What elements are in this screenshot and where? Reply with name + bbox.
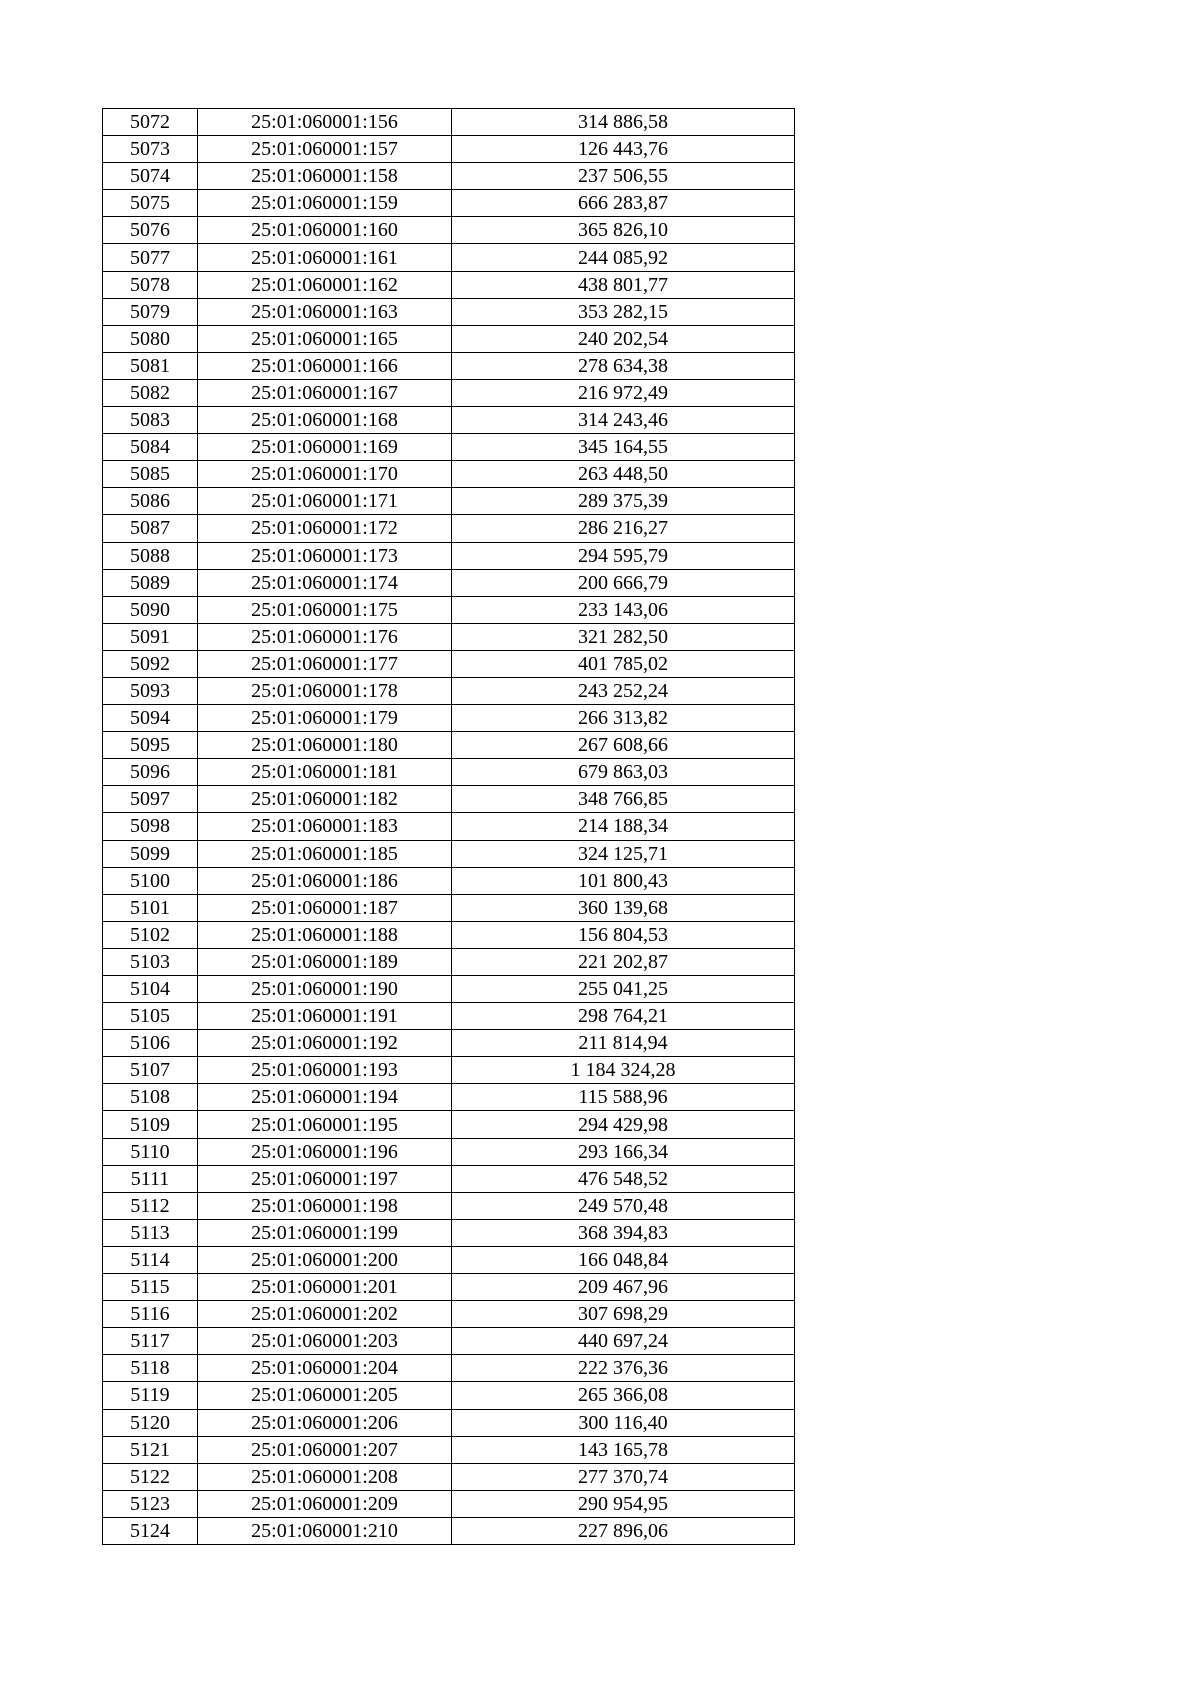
table-row [103,1328,795,1355]
row-number-cell: 5097 [103,786,198,813]
cadastral-number-cell: 25:01:060001:161 [198,244,452,271]
row-number-cell: 5117 [103,1328,198,1355]
cadastral-value-cell: 440 697,24 [452,1328,795,1355]
cadastral-number-cell: 25:01:060001:209 [198,1490,452,1517]
table-row [103,840,795,867]
cadastral-number-cell: 25:01:060001:196 [198,1138,452,1165]
table-row [103,867,795,894]
cadastral-value-cell: 233 143,06 [452,596,795,623]
cadastral-number-cell: 25:01:060001:207 [198,1436,452,1463]
table-row [103,271,795,298]
cadastral-value-cell: 221 202,87 [452,948,795,975]
table-row [103,217,795,244]
table-row [103,677,795,704]
row-number-cell: 5095 [103,732,198,759]
table-row [103,190,795,217]
cadastral-number-cell: 25:01:060001:174 [198,569,452,596]
cadastral-value-cell: 298 764,21 [452,1003,795,1030]
table-row [103,759,795,786]
table-row [103,813,795,840]
table-row [103,488,795,515]
cadastral-value-cell: 115 588,96 [452,1084,795,1111]
cadastral-number-cell: 25:01:060001:194 [198,1084,452,1111]
row-number-cell: 5114 [103,1246,198,1273]
cadastral-value-cell: 293 166,34 [452,1138,795,1165]
table-row [103,136,795,163]
row-number-cell: 5103 [103,948,198,975]
row-number-cell: 5096 [103,759,198,786]
table-row [103,352,795,379]
table-row [103,948,795,975]
cadastral-value-cell: 209 467,96 [452,1274,795,1301]
cadastral-number-cell: 25:01:060001:193 [198,1057,452,1084]
row-number-cell: 5111 [103,1165,198,1192]
cadastral-value-cell: 294 429,98 [452,1111,795,1138]
cadastral-value-cell: 368 394,83 [452,1219,795,1246]
cadastral-number-cell: 25:01:060001:189 [198,948,452,975]
row-number-cell: 5099 [103,840,198,867]
cadastral-value-cell: 438 801,77 [452,271,795,298]
cadastral-number-cell: 25:01:060001:173 [198,542,452,569]
cadastral-number-cell: 25:01:060001:190 [198,976,452,1003]
row-number-cell: 5080 [103,325,198,352]
row-number-cell: 5106 [103,1030,198,1057]
cadastral-number-cell: 25:01:060001:171 [198,488,452,515]
cadastral-number-cell: 25:01:060001:166 [198,352,452,379]
cadastral-number-cell: 25:01:060001:170 [198,461,452,488]
cadastral-number-cell: 25:01:060001:210 [198,1517,452,1544]
cadastral-value-cell: 240 202,54 [452,325,795,352]
cadastral-value-table [102,108,795,1545]
row-number-cell: 5105 [103,1003,198,1030]
cadastral-number-cell: 25:01:060001:183 [198,813,452,840]
cadastral-value-cell: 216 972,49 [452,379,795,406]
cadastral-value-cell: 278 634,38 [452,352,795,379]
cadastral-value-cell: 166 048,84 [452,1246,795,1273]
row-number-cell: 5104 [103,976,198,1003]
cadastral-value-cell: 265 366,08 [452,1382,795,1409]
row-number-cell: 5088 [103,542,198,569]
cadastral-number-cell: 25:01:060001:178 [198,677,452,704]
table-row [103,894,795,921]
table-row [103,434,795,461]
cadastral-number-cell: 25:01:060001:204 [198,1355,452,1382]
table-row [103,1517,795,1544]
table-row [103,1138,795,1165]
cadastral-value-cell: 324 125,71 [452,840,795,867]
cadastral-value-cell: 227 896,06 [452,1517,795,1544]
cadastral-number-cell: 25:01:060001:172 [198,515,452,542]
cadastral-value-cell: 1 184 324,28 [452,1057,795,1084]
cadastral-number-cell: 25:01:060001:181 [198,759,452,786]
cadastral-value-cell: 243 252,24 [452,677,795,704]
table-row [103,569,795,596]
row-number-cell: 5101 [103,894,198,921]
row-number-cell: 5082 [103,379,198,406]
cadastral-number-cell: 25:01:060001:163 [198,298,452,325]
cadastral-value-cell: 237 506,55 [452,163,795,190]
cadastral-value-cell: 101 800,43 [452,867,795,894]
table-row [103,976,795,1003]
cadastral-value-cell: 314 886,58 [452,109,795,136]
cadastral-number-cell: 25:01:060001:202 [198,1301,452,1328]
row-number-cell: 5085 [103,461,198,488]
table-row [103,921,795,948]
table-row [103,1301,795,1328]
cadastral-number-cell: 25:01:060001:157 [198,136,452,163]
table-row [103,379,795,406]
cadastral-value-cell: 365 826,10 [452,217,795,244]
row-number-cell: 5115 [103,1274,198,1301]
table-row [103,1111,795,1138]
row-number-cell: 5120 [103,1409,198,1436]
cadastral-value-cell: 266 313,82 [452,705,795,732]
cadastral-value-cell: 267 608,66 [452,732,795,759]
table-row [103,1382,795,1409]
cadastral-value-cell: 211 814,94 [452,1030,795,1057]
cadastral-value-cell: 679 863,03 [452,759,795,786]
table-row [103,1057,795,1084]
cadastral-number-cell: 25:01:060001:165 [198,325,452,352]
cadastral-number-cell: 25:01:060001:205 [198,1382,452,1409]
row-number-cell: 5087 [103,515,198,542]
cadastral-number-cell: 25:01:060001:195 [198,1111,452,1138]
row-number-cell: 5079 [103,298,198,325]
table-row [103,1490,795,1517]
cadastral-number-cell: 25:01:060001:177 [198,650,452,677]
row-number-cell: 5121 [103,1436,198,1463]
cadastral-number-cell: 25:01:060001:191 [198,1003,452,1030]
row-number-cell: 5109 [103,1111,198,1138]
row-number-cell: 5107 [103,1057,198,1084]
row-number-cell: 5122 [103,1463,198,1490]
row-number-cell: 5089 [103,569,198,596]
cadastral-number-cell: 25:01:060001:188 [198,921,452,948]
row-number-cell: 5092 [103,650,198,677]
cadastral-value-cell: 286 216,27 [452,515,795,542]
row-number-cell: 5081 [103,352,198,379]
row-number-cell: 5112 [103,1192,198,1219]
table-row [103,1355,795,1382]
cadastral-value-cell: 277 370,74 [452,1463,795,1490]
table-row [103,244,795,271]
cadastral-value-cell: 249 570,48 [452,1192,795,1219]
table-row [103,1084,795,1111]
row-number-cell: 5086 [103,488,198,515]
cadastral-number-cell: 25:01:060001:180 [198,732,452,759]
row-number-cell: 5123 [103,1490,198,1517]
cadastral-value-cell: 222 376,36 [452,1355,795,1382]
cadastral-value-cell: 476 548,52 [452,1165,795,1192]
cadastral-number-cell: 25:01:060001:197 [198,1165,452,1192]
table-row [103,1463,795,1490]
cadastral-number-cell: 25:01:060001:199 [198,1219,452,1246]
row-number-cell: 5108 [103,1084,198,1111]
cadastral-number-cell: 25:01:060001:160 [198,217,452,244]
row-number-cell: 5124 [103,1517,198,1544]
table-row [103,1436,795,1463]
table-row [103,1274,795,1301]
row-number-cell: 5084 [103,434,198,461]
cadastral-value-cell: 263 448,50 [452,461,795,488]
table-row [103,325,795,352]
table-row [103,109,795,136]
cadastral-value-cell: 401 785,02 [452,650,795,677]
cadastral-number-cell: 25:01:060001:179 [198,705,452,732]
row-number-cell: 5098 [103,813,198,840]
cadastral-value-cell: 143 165,78 [452,1436,795,1463]
cadastral-value-cell: 666 283,87 [452,190,795,217]
cadastral-number-cell: 25:01:060001:187 [198,894,452,921]
row-number-cell: 5076 [103,217,198,244]
cadastral-number-cell: 25:01:060001:162 [198,271,452,298]
cadastral-number-cell: 25:01:060001:186 [198,867,452,894]
cadastral-value-cell: 360 139,68 [452,894,795,921]
cadastral-value-cell: 353 282,15 [452,298,795,325]
table-row [103,596,795,623]
row-number-cell: 5074 [103,163,198,190]
cadastral-number-cell: 25:01:060001:156 [198,109,452,136]
cadastral-value-cell: 294 595,79 [452,542,795,569]
row-number-cell: 5119 [103,1382,198,1409]
cadastral-value-cell: 126 443,76 [452,136,795,163]
cadastral-value-cell: 321 282,50 [452,623,795,650]
cadastral-value-cell: 314 243,46 [452,407,795,434]
row-number-cell: 5077 [103,244,198,271]
table-row [103,515,795,542]
table-row [103,542,795,569]
row-number-cell: 5075 [103,190,198,217]
cadastral-value-cell: 244 085,92 [452,244,795,271]
cadastral-number-cell: 25:01:060001:169 [198,434,452,461]
table-body [103,109,795,1545]
row-number-cell: 5093 [103,677,198,704]
cadastral-number-cell: 25:01:060001:206 [198,1409,452,1436]
table-row [103,650,795,677]
table-row [103,1219,795,1246]
row-number-cell: 5113 [103,1219,198,1246]
table-row [103,1030,795,1057]
cadastral-number-cell: 25:01:060001:208 [198,1463,452,1490]
row-number-cell: 5118 [103,1355,198,1382]
table-row [103,623,795,650]
cadastral-number-cell: 25:01:060001:185 [198,840,452,867]
row-number-cell: 5102 [103,921,198,948]
table-row [103,1409,795,1436]
row-number-cell: 5072 [103,109,198,136]
row-number-cell: 5110 [103,1138,198,1165]
cadastral-value-cell: 290 954,95 [452,1490,795,1517]
cadastral-number-cell: 25:01:060001:159 [198,190,452,217]
table-row [103,705,795,732]
cadastral-number-cell: 25:01:060001:198 [198,1192,452,1219]
table-row [103,1246,795,1273]
cadastral-number-cell: 25:01:060001:175 [198,596,452,623]
cadastral-number-cell: 25:01:060001:176 [198,623,452,650]
cadastral-value-cell: 348 766,85 [452,786,795,813]
cadastral-value-cell: 200 666,79 [452,569,795,596]
cadastral-value-cell: 300 116,40 [452,1409,795,1436]
table-row [103,407,795,434]
cadastral-value-cell: 214 188,34 [452,813,795,840]
table-row [103,163,795,190]
row-number-cell: 5094 [103,705,198,732]
cadastral-value-cell: 156 804,53 [452,921,795,948]
row-number-cell: 5100 [103,867,198,894]
cadastral-number-cell: 25:01:060001:182 [198,786,452,813]
cadastral-number-cell: 25:01:060001:203 [198,1328,452,1355]
cadastral-value-cell: 307 698,29 [452,1301,795,1328]
row-number-cell: 5073 [103,136,198,163]
table-row [103,1165,795,1192]
table-row [103,732,795,759]
cadastral-value-cell: 255 041,25 [452,976,795,1003]
cadastral-value-cell: 345 164,55 [452,434,795,461]
cadastral-number-cell: 25:01:060001:201 [198,1274,452,1301]
row-number-cell: 5116 [103,1301,198,1328]
row-number-cell: 5078 [103,271,198,298]
cadastral-number-cell: 25:01:060001:167 [198,379,452,406]
table-row [103,461,795,488]
cadastral-number-cell: 25:01:060001:200 [198,1246,452,1273]
table-row [103,1192,795,1219]
table-row [103,298,795,325]
cadastral-value-cell: 289 375,39 [452,488,795,515]
cadastral-number-cell: 25:01:060001:192 [198,1030,452,1057]
cadastral-number-cell: 25:01:060001:168 [198,407,452,434]
row-number-cell: 5083 [103,407,198,434]
row-number-cell: 5090 [103,596,198,623]
cadastral-number-cell: 25:01:060001:158 [198,163,452,190]
table-row [103,1003,795,1030]
table-row [103,786,795,813]
row-number-cell: 5091 [103,623,198,650]
